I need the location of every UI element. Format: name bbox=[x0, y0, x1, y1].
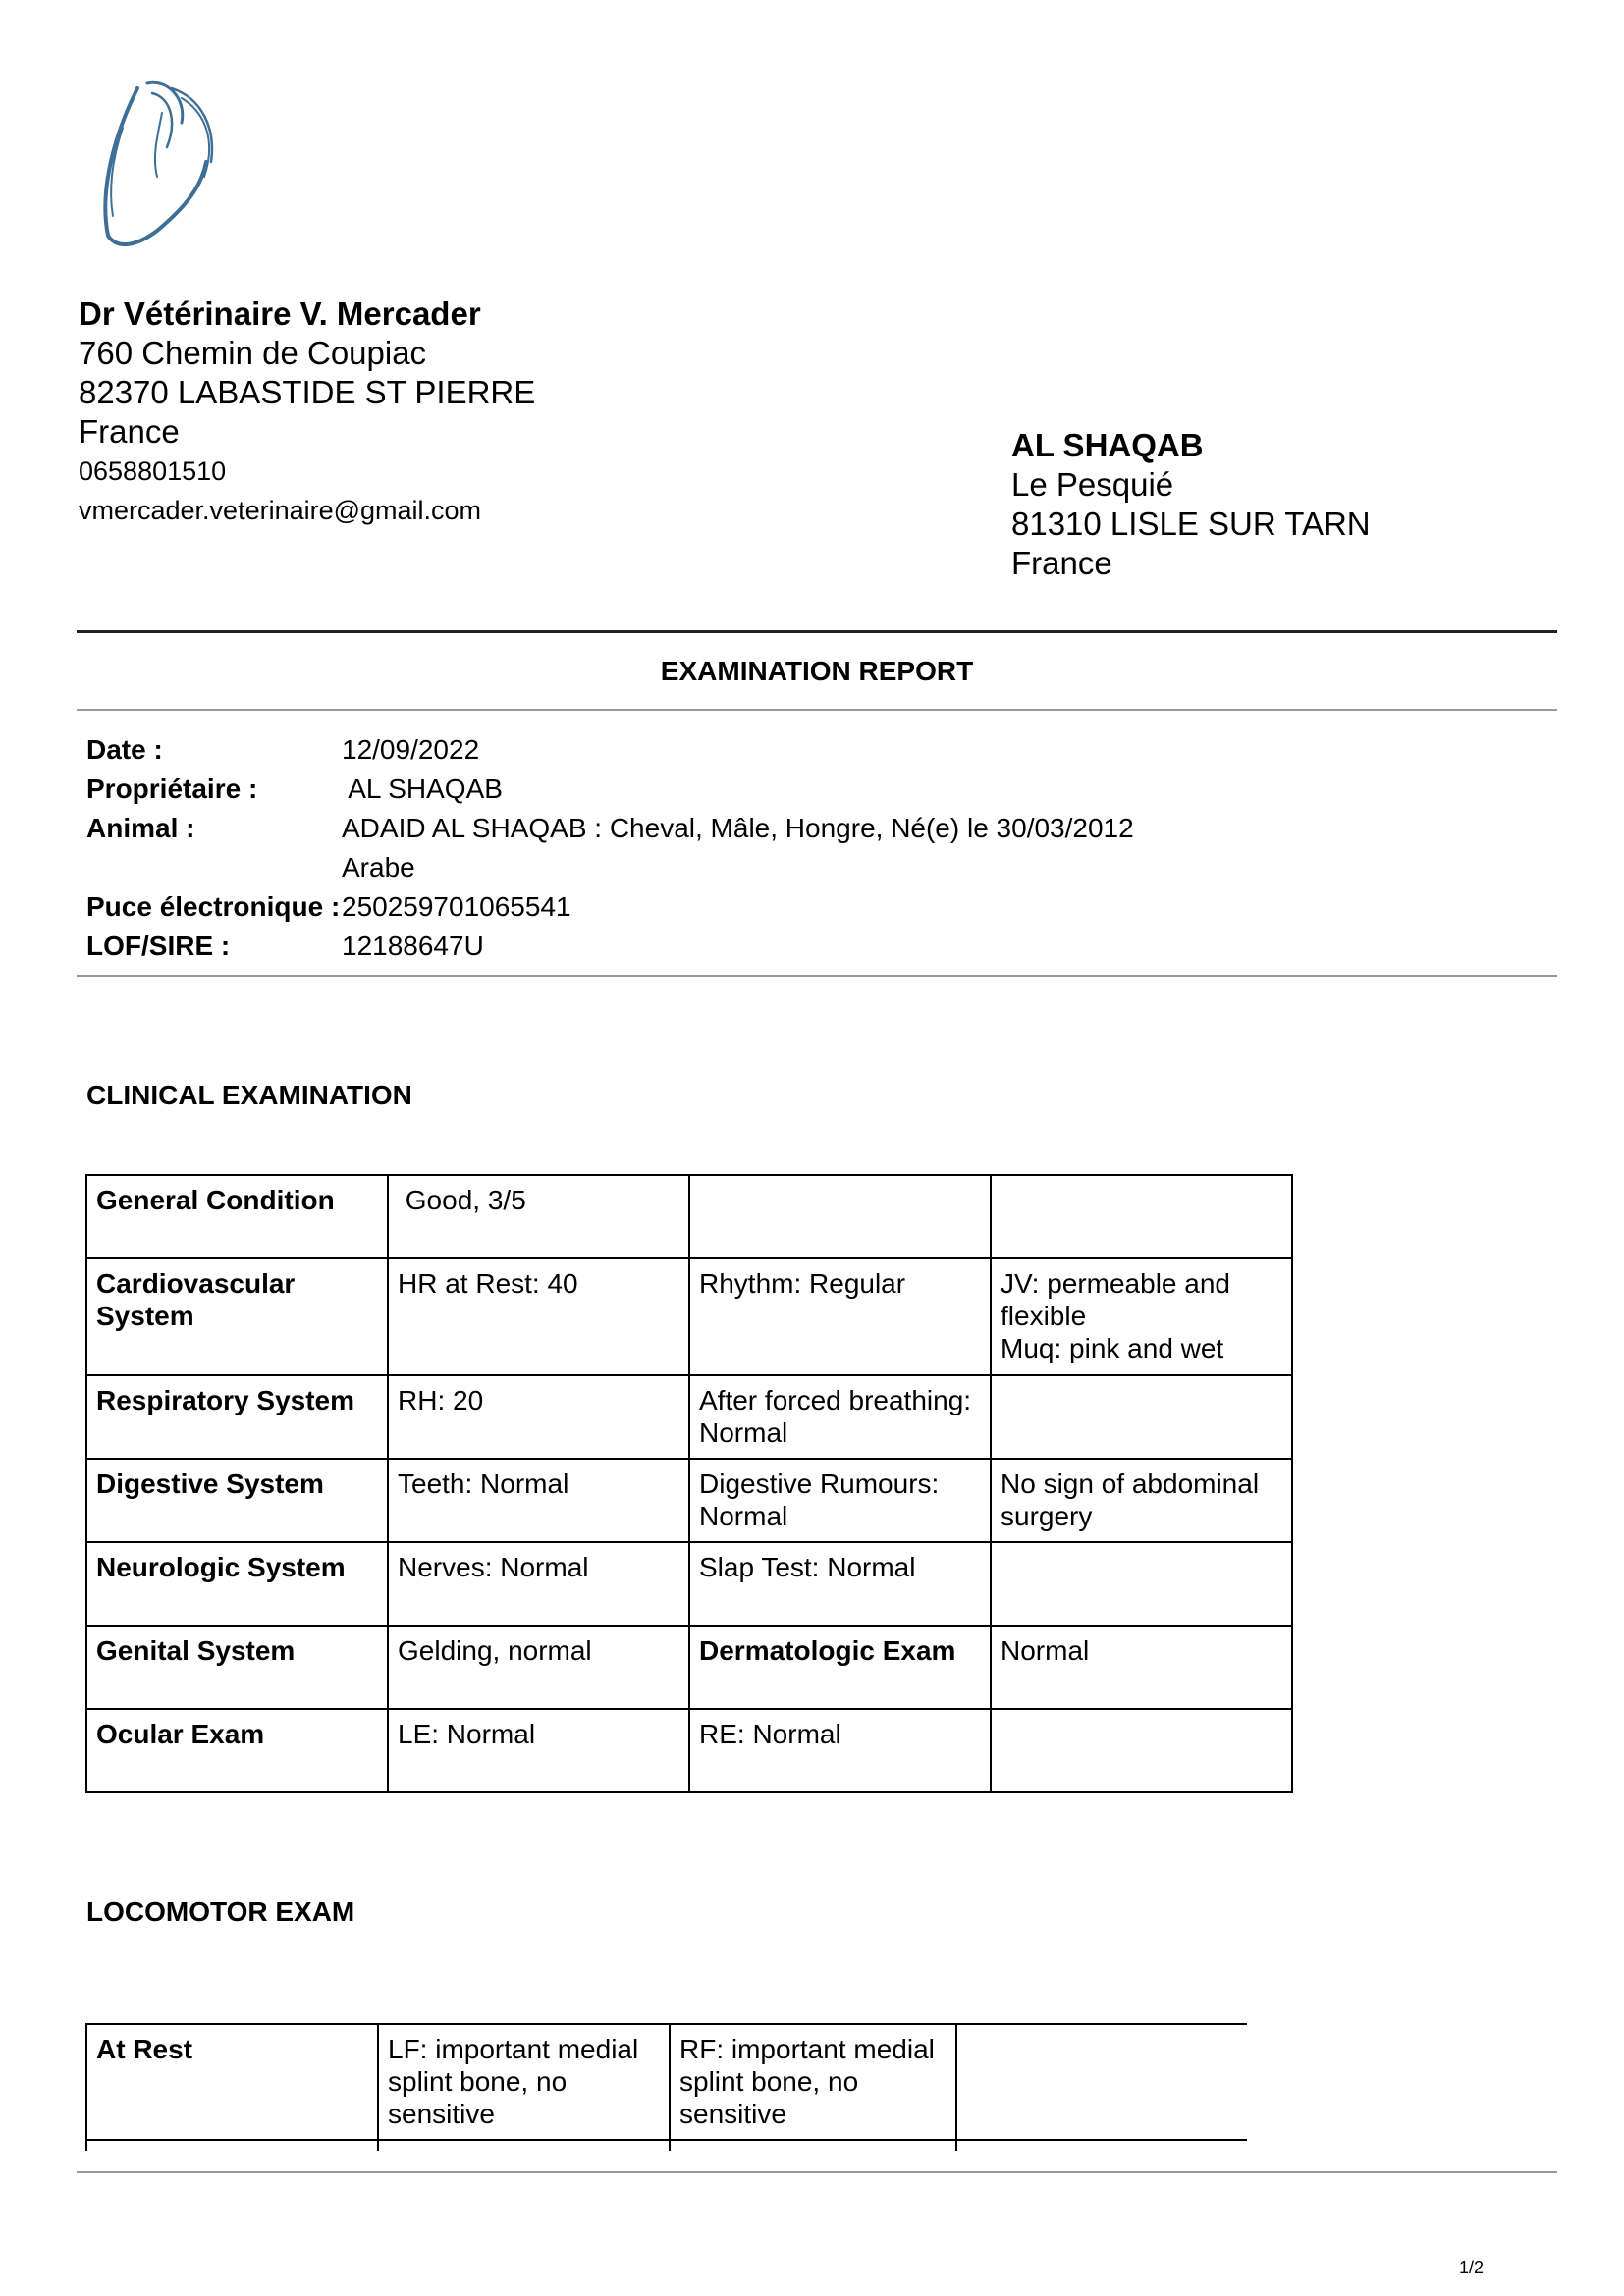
locomotor-table bbox=[85, 2023, 1247, 2151]
table-cell: Normal bbox=[991, 1626, 1292, 1709]
table-cell: Good, 3/5 bbox=[388, 1175, 689, 1258]
sender-street: 760 Chemin de Coupiac bbox=[79, 335, 427, 371]
sender-country: France bbox=[79, 413, 180, 450]
info-value: 250259701065541 bbox=[342, 891, 571, 922]
info-row-breed bbox=[86, 848, 1134, 887]
table-cell bbox=[991, 1175, 1292, 1258]
recipient-address bbox=[1011, 426, 1371, 583]
table-cell bbox=[378, 2140, 670, 2151]
table-cell: Rhythm: Regular bbox=[689, 1258, 991, 1375]
info-value: Arabe bbox=[342, 852, 415, 882]
info-label: Propriétaire : bbox=[86, 774, 258, 804]
info-label: Date : bbox=[86, 734, 163, 765]
table-cell bbox=[991, 1542, 1292, 1626]
table-cell: Respiratory System bbox=[86, 1375, 388, 1459]
info-label: LOF/SIRE : bbox=[86, 931, 231, 961]
table-row bbox=[86, 1175, 1292, 1258]
footer-divider bbox=[77, 2171, 1557, 2173]
sender-name: Dr Vétérinaire V. Mercader bbox=[79, 295, 481, 332]
table-cell: Teeth: Normal bbox=[388, 1459, 689, 1542]
horse-head-logo-icon bbox=[79, 69, 245, 265]
table-cell: Ocular Exam bbox=[86, 1709, 388, 1792]
table-row bbox=[86, 1258, 1292, 1375]
info-value: 12/09/2022 bbox=[342, 734, 480, 765]
table-cell bbox=[991, 1375, 1292, 1459]
title-divider bbox=[77, 709, 1557, 711]
info-row-chip bbox=[86, 887, 1134, 927]
table-cell: General Condition bbox=[86, 1175, 388, 1258]
info-label bbox=[86, 848, 342, 887]
sender-phone: 0658801510 bbox=[79, 456, 227, 486]
table-row bbox=[86, 1626, 1292, 1709]
table-cell: RF: important medial splint bone, no sensitive bbox=[670, 2024, 956, 2140]
info-row-owner bbox=[86, 770, 1134, 809]
report-title: EXAMINATION REPORT bbox=[660, 656, 974, 686]
info-divider bbox=[77, 975, 1557, 977]
table-cell: JV: permeable and flexible Muq: pink and wet bbox=[991, 1258, 1292, 1375]
table-cell bbox=[956, 2024, 1247, 2140]
info-label: Puce électronique : bbox=[86, 891, 341, 922]
sender-address bbox=[79, 294, 535, 530]
table-cell: HR at Rest: 40 bbox=[388, 1258, 689, 1375]
table-row bbox=[86, 2024, 1247, 2140]
locomotor-section-title: LOCOMOTOR EXAM bbox=[86, 1896, 355, 1927]
table-cell: RE: Normal bbox=[689, 1709, 991, 1792]
table-row bbox=[86, 1542, 1292, 1626]
recipient-name: AL SHAQAB bbox=[1011, 427, 1204, 463]
table-cell: Nerves: Normal bbox=[388, 1542, 689, 1626]
table-cell: Cardiovascular System bbox=[86, 1258, 388, 1375]
page-number: 1/2 bbox=[1459, 2258, 1485, 2277]
table-cell: Gelding, normal bbox=[388, 1626, 689, 1709]
table-row bbox=[86, 1459, 1292, 1542]
table-cell: No sign of abdominal surgery bbox=[991, 1459, 1292, 1542]
table-row bbox=[86, 1375, 1292, 1459]
table-cell bbox=[956, 2140, 1247, 2151]
table-row bbox=[86, 1709, 1292, 1792]
table-cell: Neurologic System bbox=[86, 1542, 388, 1626]
table-cell bbox=[670, 2140, 956, 2151]
clinical-section-title: CLINICAL EXAMINATION bbox=[86, 1080, 412, 1110]
recipient-city: 81310 LISLE SUR TARN bbox=[1011, 506, 1371, 542]
table-cell bbox=[86, 2140, 378, 2151]
table-cell: Slap Test: Normal bbox=[689, 1542, 991, 1626]
table-cell: LF: important medial splint bone, no sensitive bbox=[378, 2024, 670, 2140]
patient-info bbox=[86, 730, 1134, 966]
info-label: Animal : bbox=[86, 813, 195, 843]
info-row-date bbox=[86, 730, 1134, 770]
table-cell bbox=[689, 1175, 991, 1258]
locomotor-table-wrap bbox=[85, 2023, 1247, 2151]
header-divider bbox=[77, 630, 1557, 633]
info-row-sire bbox=[86, 927, 1134, 966]
info-value: ADAID AL SHAQAB : Cheval, Mâle, Hongre, Né(e) le 30/03/2012 bbox=[342, 813, 1134, 843]
table-cell: Digestive Rumours: Normal bbox=[689, 1459, 991, 1542]
table-row bbox=[86, 2140, 1247, 2151]
table-cell: LE: Normal bbox=[388, 1709, 689, 1792]
table-cell: RH: 20 bbox=[388, 1375, 689, 1459]
sender-email: vmercader.veterinaire@gmail.com bbox=[79, 496, 482, 525]
sender-city: 82370 LABASTIDE ST PIERRE bbox=[79, 374, 536, 410]
table-cell: After forced breathing: Normal bbox=[689, 1375, 991, 1459]
info-row-animal bbox=[86, 809, 1134, 848]
info-value: 12188647U bbox=[342, 931, 484, 961]
info-value: AL SHAQAB bbox=[342, 774, 503, 804]
table-cell: Digestive System bbox=[86, 1459, 388, 1542]
table-cell bbox=[991, 1709, 1292, 1792]
recipient-country: France bbox=[1011, 545, 1112, 581]
table-cell: Genital System bbox=[86, 1626, 388, 1709]
table-cell: At Rest bbox=[86, 2024, 378, 2140]
recipient-street: Le Pesquié bbox=[1011, 466, 1174, 503]
clinical-table bbox=[85, 1174, 1293, 1793]
table-cell: Dermatologic Exam bbox=[689, 1626, 991, 1709]
